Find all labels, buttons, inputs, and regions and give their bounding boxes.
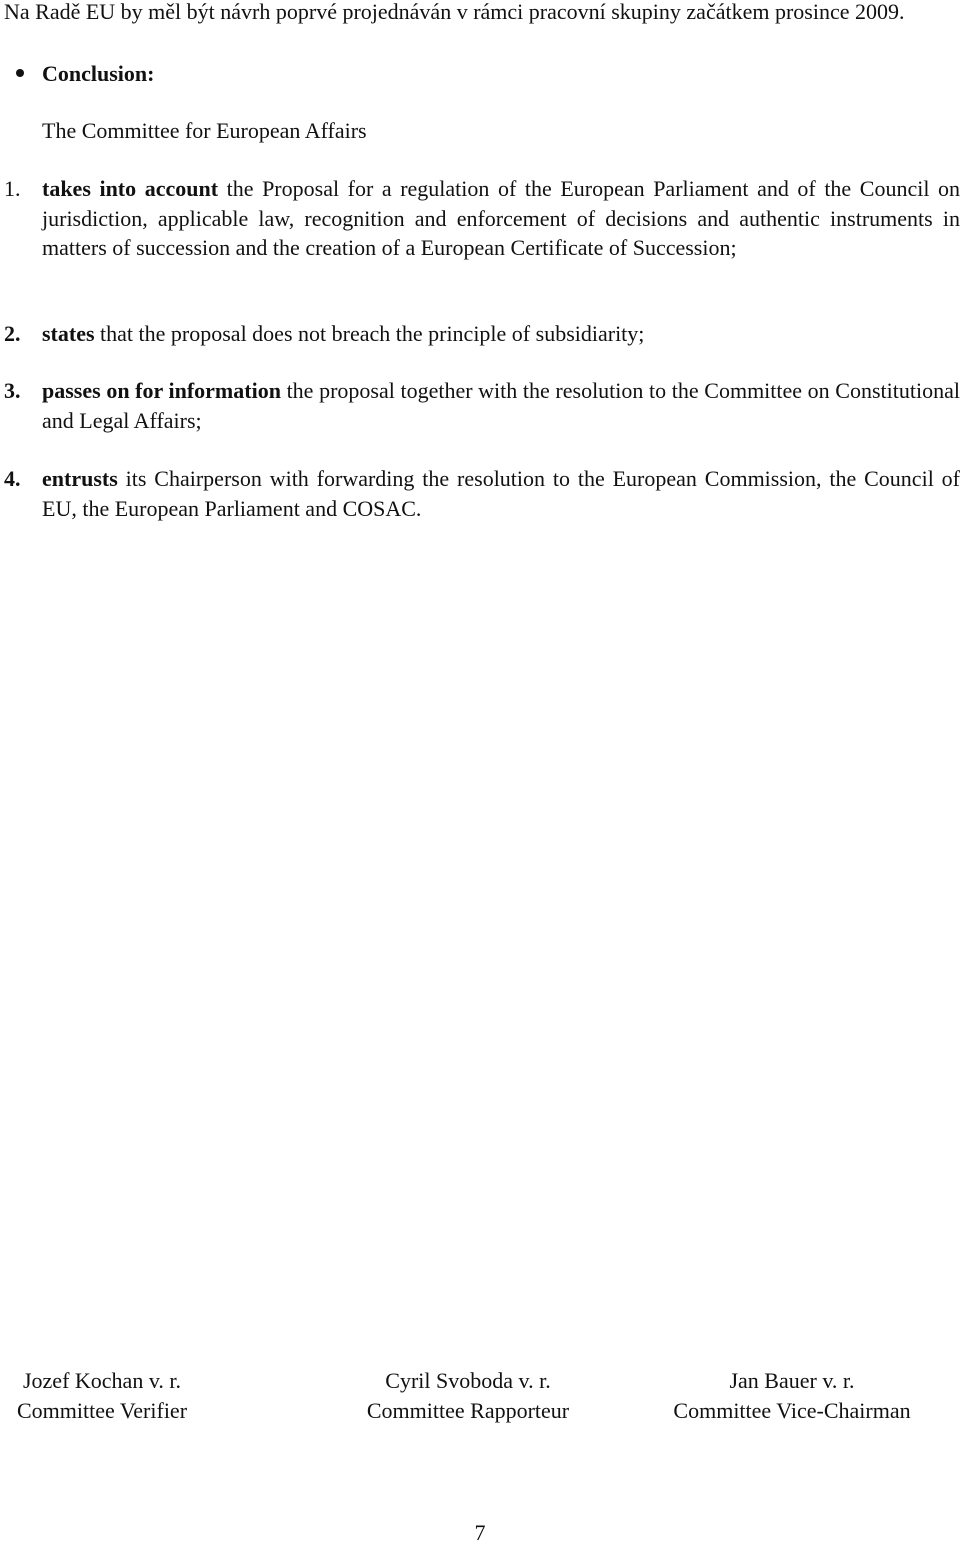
signatory-name: Jan Bauer v. r. (729, 1368, 855, 1393)
resolution-item-2 (4, 319, 960, 349)
signature-vice-chairman (652, 1366, 932, 1425)
item-text (42, 319, 960, 349)
item-body: the proposal together with the resolution to the Committee on Constitutional and Legal Affairs; (42, 378, 960, 433)
item-verb: takes into account (42, 176, 219, 201)
intro-paragraph: Na Radě EU by měl být návrh poprvé projednáván v rámci pracovní skupiny začátkem prosince 2009. (4, 0, 905, 24)
signature-verifier (4, 1366, 200, 1425)
committee-name: The Committee for European Affairs (42, 118, 367, 143)
signatory-role: Committee Vice-Chairman (673, 1397, 911, 1423)
item-body: the Proposal for a regulation of the European Parliament and of the Council on jurisdiction, applicable law, recognition and enforcement of decisions and authentic instruments in matters of succession and the creation of a European Certificate of Succession; (42, 176, 960, 260)
item-number: 1. (4, 176, 21, 201)
item-verb: states (42, 321, 95, 346)
resolution-item-3 (4, 376, 960, 435)
signatory-name: Cyril Svoboda v. r. (385, 1368, 551, 1393)
item-verb: passes on for information (42, 378, 281, 403)
item-body: that the proposal does not breach the principle of subsidiarity; (94, 321, 645, 346)
signatory-name: Jozef Kochan v. r. (22, 1368, 182, 1393)
signatory-role: Committee Rapporteur (366, 1397, 570, 1423)
signatory-role: Committee Verifier (16, 1397, 188, 1423)
signature-rapporteur (348, 1366, 588, 1425)
item-text (42, 376, 960, 435)
bullet-icon (16, 69, 24, 77)
item-number: 3. (4, 378, 21, 403)
item-body: its Chairperson with forwarding the resolution to the European Commission, the Council of EU, the European Parliament and COSAC. (42, 466, 960, 521)
conclusion-bullet (16, 59, 154, 89)
item-verb: entrusts (42, 466, 118, 491)
resolution-item-1 (4, 174, 960, 263)
resolution-item-4 (4, 464, 960, 523)
page-number: 7 (474, 1520, 486, 1545)
item-number: 4. (4, 466, 21, 491)
conclusion-label: Conclusion: (42, 61, 155, 86)
item-number: 2. (4, 321, 21, 346)
item-text (42, 464, 960, 523)
item-text (42, 174, 960, 263)
